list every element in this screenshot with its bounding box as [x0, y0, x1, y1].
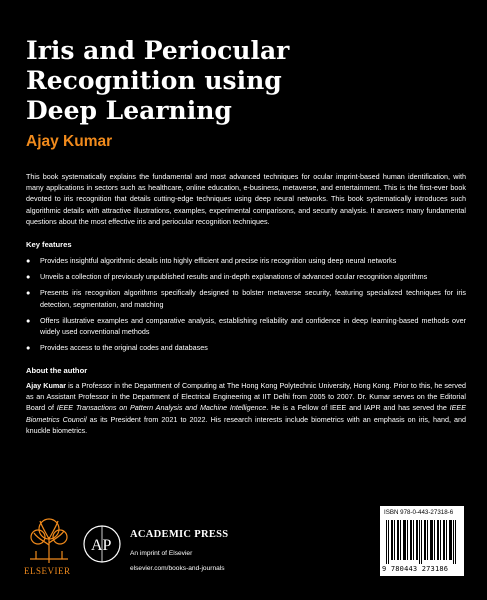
list-item: [26, 287, 466, 309]
author-name: Ajay Kumar: [26, 133, 113, 150]
bullet-icon: ●: [26, 343, 31, 353]
list-item: [26, 315, 466, 337]
journal-title: IEEE Transactions on Pattern Analysis and Machine Intelligence: [56, 403, 267, 413]
publisher-imprint: An imprint of Elsevier: [130, 550, 193, 557]
publisher-website: elsevier.com/books-and-journals: [130, 565, 225, 572]
feature-text: Provides insightful algorithmic details into highly efficient and precise iris recognition using deep neural networks: [40, 256, 397, 265]
isbn-barcode: [380, 506, 464, 576]
ap-monogram: AP: [91, 537, 112, 554]
feature-text: Provides access to the original codes and databases: [40, 343, 208, 353]
book-summary: This book systematically explains the fundamental and most advanced techniques for ocular imprint-based human identification, with many applications in sectors such as healthcare, online education, e-business, metaverse, and entertainment. This is the first-ever book devoted to iris recognition that details cutting-edge techniques using deep neural networks. This book systematically introduces such algorithmic details with attractive illustrations, examples, experimental comparisons, and security analysis. It answers many fundamental questions about the most effective iris and periocular recognition techniques.: [26, 172, 466, 226]
bullet-icon: ●: [26, 256, 31, 265]
elsevier-tree-logo-icon: [26, 515, 72, 565]
bullet-icon: ●: [26, 272, 31, 282]
title-line: Recognition using: [26, 66, 282, 95]
feature-text: Presents iris recognition algorithms specifically designed to bolster metaverse security, featuring specialized techniques for iris detection, segmentation, and matching: [40, 288, 466, 309]
barcode-icon: [384, 520, 460, 564]
about-text-part: is a Professor in the Department of Computing at The Hong Kong Polytechnic University, Hong Kong. Prior to this, he served as an Assistant Professor in the Department of Electrical Engineering at IIT Delhi from 2005 to 2007. Dr. Kumar serves on the Editorial Board of: [26, 381, 466, 413]
title-line: Iris and Periocular: [26, 36, 290, 65]
feature-text: Unveils a collection of previously unpublished results and in-depth explanations of advanced ocular recognition algorithms: [40, 272, 428, 282]
bullet-icon: ●: [26, 315, 31, 325]
about-author-heading: About the author: [26, 366, 88, 375]
about-text-part: . He is a Fellow of IEEE and IAPR and has served the: [266, 403, 450, 413]
isbn-number: ISBN 978-0-443-27318-6: [384, 509, 454, 516]
academic-press-logo-icon: [82, 524, 122, 564]
key-features-list: [26, 255, 466, 358]
book-title: [26, 36, 466, 126]
title-line: Deep Learning: [26, 96, 232, 125]
publisher-name: ACADEMIC PRESS: [130, 529, 229, 540]
key-features-heading: Key features: [26, 240, 72, 249]
council-name: IEEE Biometrics Council: [26, 403, 466, 424]
list-item: [26, 255, 466, 266]
list-item: [26, 271, 466, 282]
elsevier-wordmark: ELSEVIER: [24, 566, 71, 576]
feature-text: Offers illustrative examples and comparative analysis, establishing reliability and confidence in deep learning-based methods over widely used conventional methods: [40, 315, 466, 337]
about-text-part: as its President from 2021 to 2022. His research interests include biometrics with an emphasis on iris, hand, and knuckle biometrics.: [26, 414, 467, 435]
list-item: [26, 342, 466, 353]
bullet-icon: ●: [26, 288, 31, 298]
about-author-name: Ajay Kumar: [26, 381, 67, 390]
about-author-text: [26, 380, 466, 436]
barcode-digits: 9 780443 273186: [382, 565, 449, 573]
